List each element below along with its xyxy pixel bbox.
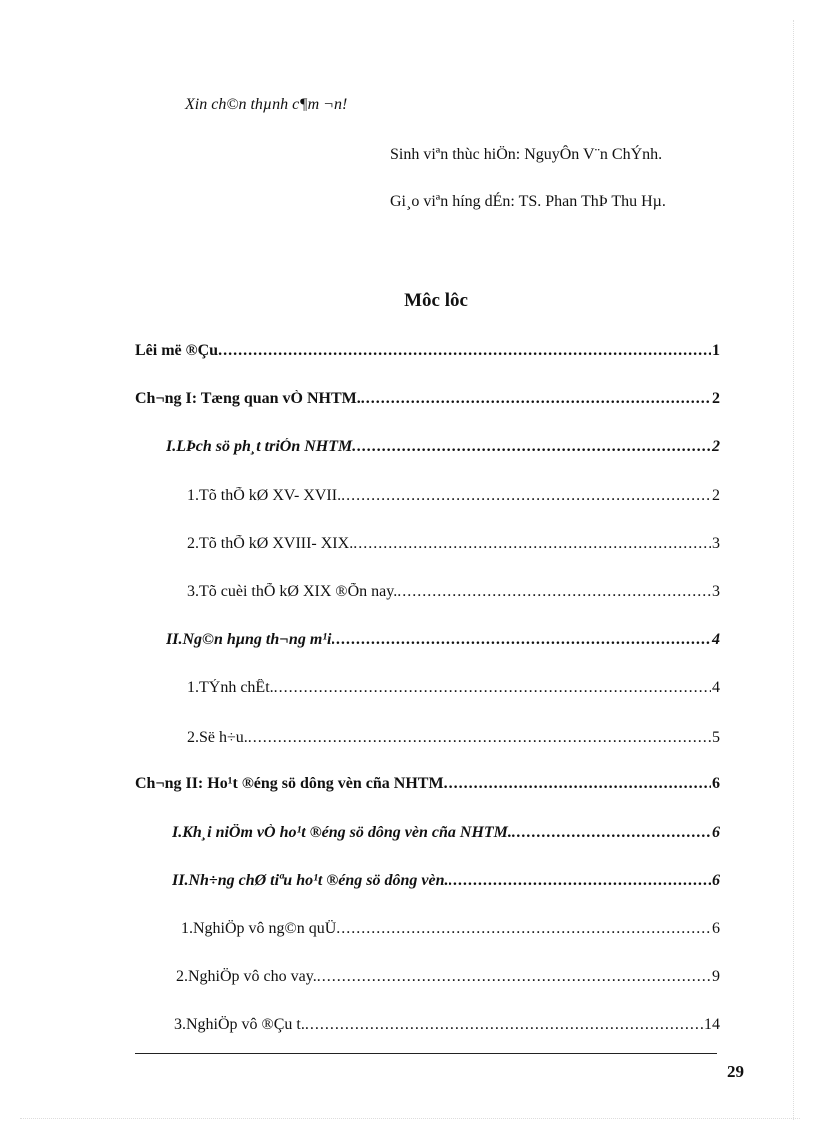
toc-entry-label: 3.Tõ cuèi thÕ kØ XIX ®Õn nay. [187,583,398,600]
toc-entry[interactable] [187,535,720,553]
toc-entry-page: 6 [712,872,720,889]
toc-entry-page: 2 [712,438,720,455]
toc-entry-label: 3.NghiÖp vô ®Çu t. [174,1016,305,1033]
toc-entry-label: 2.Tõ thÕ kØ XVIII- XIX. [187,535,354,552]
toc-entry-page: 4 [712,679,720,696]
toc-entry-label: 2.NghiÖp vô cho vay. [176,968,317,985]
toc-entry-page: 1 [712,342,720,359]
toc-entry-label: 1.Tõ thÕ kØ XV- XVII. [187,487,342,504]
footer-rule [135,1053,717,1054]
toc-leader [274,679,711,697]
toc-entry-page: 3 [712,535,720,552]
thanks-line: Xin ch©n thµnh c¶m ¬n! [185,96,348,113]
toc-entry[interactable] [172,824,720,842]
page-edge-bottom [20,1118,800,1119]
toc-leader [361,390,711,408]
toc-entry[interactable] [174,1016,720,1034]
toc-leader [353,535,711,553]
toc-entry-label: 1.TÝnh chÊt. [187,679,274,696]
toc-entry[interactable] [135,390,720,408]
toc-title: Môc lôc [404,290,468,311]
toc-entry[interactable] [181,920,720,938]
toc-leader [352,438,711,456]
student-line: Sinh viªn thùc hiÖn: NguyÔn V¨n ChÝnh. [390,146,663,163]
toc-entry-label: Ch¬ng II: Ho¹t ®éng sö dông vèn cña NHTM [135,775,444,792]
page-number: 29 [727,1062,744,1081]
toc-leader [336,920,711,938]
toc-leader [449,872,711,890]
toc-entry[interactable] [166,438,720,456]
toc-entry-page: 6 [712,775,720,792]
toc-entry-label: I.LÞch sö ph¸t triÓn NHTM [166,438,353,455]
toc-entry-label: Lêi më ®Çu [135,342,219,359]
toc-entry-page: 2 [712,390,720,407]
toc-entry-label: I.Kh¸i niÖm vÒ ho¹t ®éng sö dông vèn cña NHTM. [172,824,512,841]
toc-leader [248,729,711,747]
toc-leader [317,968,711,986]
toc-entry-label: II.Ng©n hµng th¬ng m¹i [166,631,332,648]
toc-leader [512,824,711,842]
toc-leader [444,775,711,793]
toc-entry[interactable] [166,631,720,649]
toc-entry[interactable] [176,968,720,986]
toc-entry-page: 14 [704,1016,720,1033]
toc-entry-page: 6 [712,824,720,841]
toc-leader [218,342,711,360]
toc-leader [305,1016,703,1034]
toc-entry[interactable] [187,729,720,747]
toc-entry[interactable] [135,775,720,793]
advisor-line: Gi¸o viªn híng dÉn: TS. Phan ThÞ Thu Hµ. [390,193,666,210]
toc-entry-page: 2 [712,487,720,504]
toc-leader [332,631,712,649]
toc-entry-page: 4 [712,631,720,648]
toc-entry[interactable] [172,872,720,890]
toc-entry-label: 1.NghiÖp vô ng©n quÜ [181,920,337,937]
page-edge-right [793,20,794,1120]
toc-entry[interactable] [187,583,720,601]
toc-entry[interactable] [187,679,720,697]
toc-leader [341,487,711,505]
toc-entry-page: 5 [712,729,720,746]
toc-entry-label: 2.Së h÷u. [187,729,248,746]
toc-leader [397,583,711,601]
toc-entry[interactable] [187,487,720,505]
toc-entry-label: Ch¬ng I: Tæng quan vÒ NHTM. [135,390,361,407]
toc-entry-label: II.Nh÷ng chØ tiªu ho¹t ®éng sö dông vèn. [172,872,449,889]
toc-entry-page: 6 [712,920,720,937]
toc-entry-page: 3 [712,583,720,600]
toc-entry[interactable] [135,342,720,360]
toc-entry-page: 9 [712,968,720,985]
